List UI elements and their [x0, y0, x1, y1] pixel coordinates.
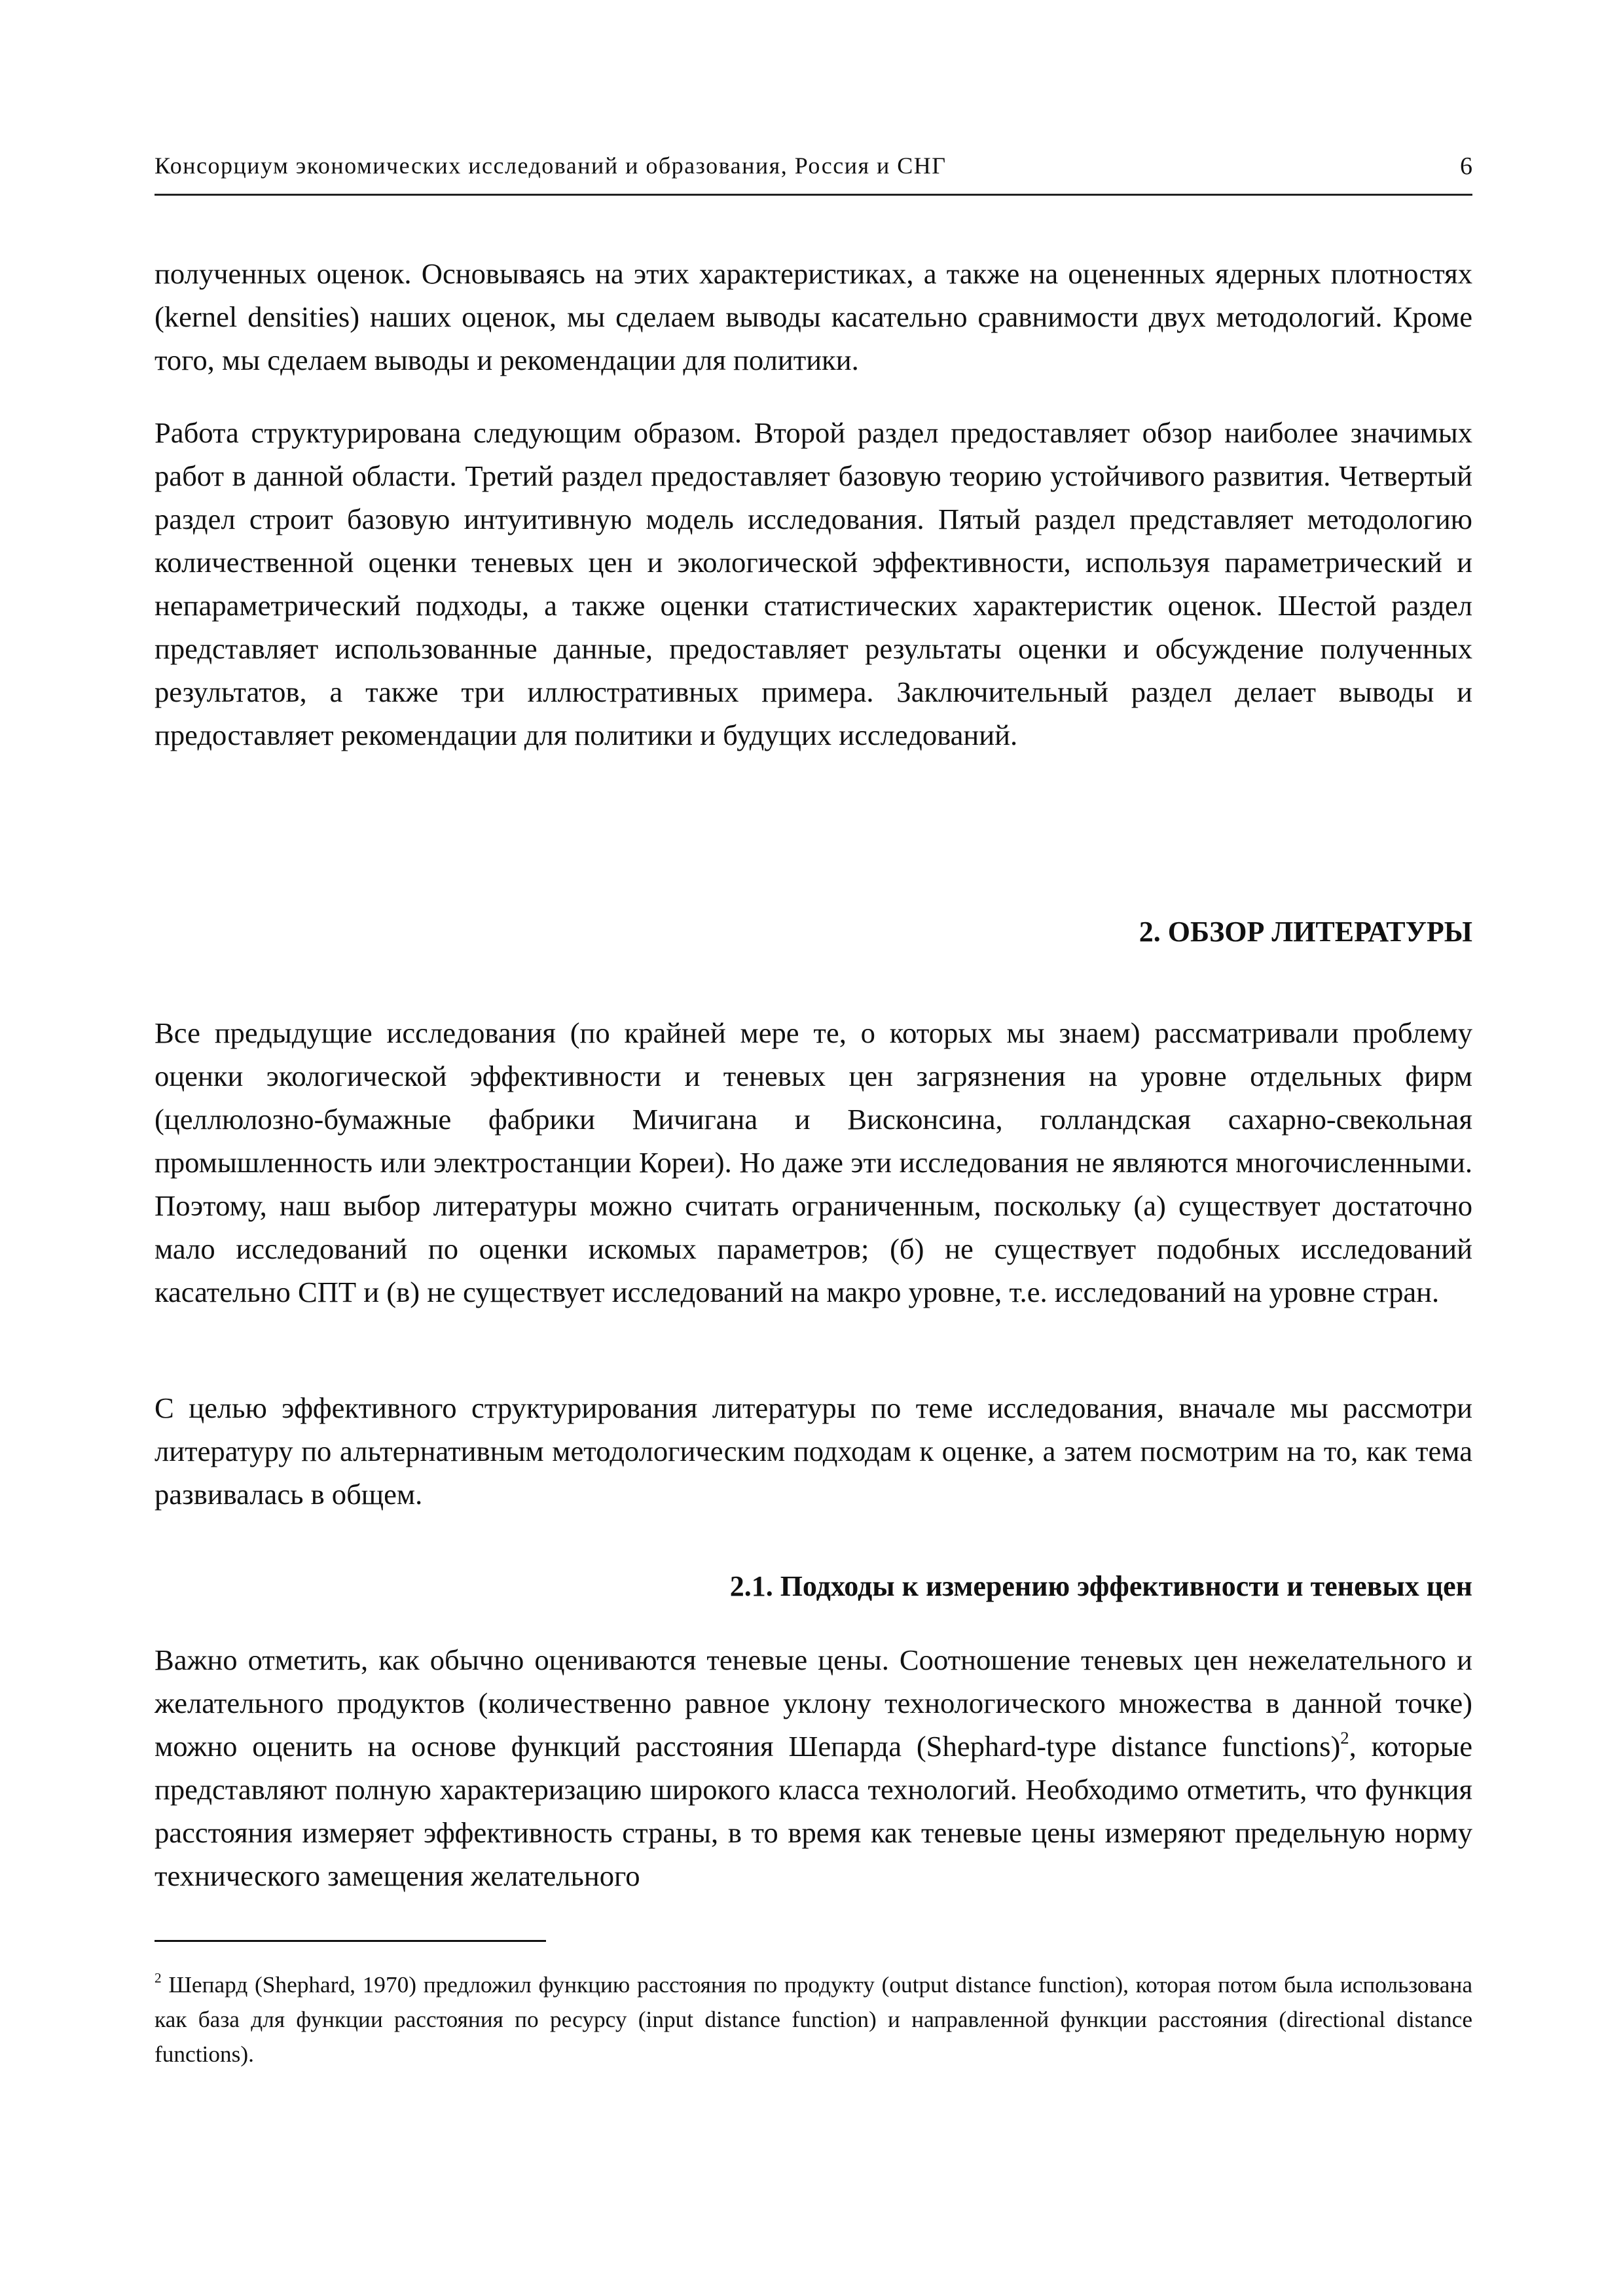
paragraph-3-text: Все предыдущие исследования (по крайней мере те, о которых мы знаем) рассматривали проблему оценки экологической эффективности и теневых цен загрязнения на уровне отдельных фирм (целлюлозно-бумажные фабрики Мичигана и Висконсина, голландская сахарно-свекольная промышленность или электростанции Кореи). Но даже эти исследования не являются многочисленными. Поэтому, наш выбор литературы можно считать ограниченным, поскольку (а) существует достаточно мало исследований по оценки искомых параметров; (б) не существует подобных исследований касательно СПТ и (в) не существует исследований на макро уровне, т.е. исследований на уровне стран.	[155, 1016, 1472, 1308]
footnote-separator	[155, 1940, 546, 1942]
subsection-heading-2-1: 2.1. Подходы к измерению эффективности и теневых цен	[729, 1570, 1472, 1602]
paragraph-2-text: Работа структурирована следующим образом. Второй раздел предоставляет обзор наиболее значимых работ в данной области. Третий раздел предоставляет базовую теорию устойчивого развития. Четвертый раздел строит базовую интуитивную модель исследования. Пятый раздел представляет методологию количественной оценки теневых цен и экологической эффективности, используя параметрический и непараметрический подходы, а также оценки статистических характеристик оценок. Шестой раздел представляет использованные данные, предоставляет результаты оценки и обсуждение полученных результатов, а также три иллюстративных примера. Заключительный раздел делает выводы и предоставляет рекомендации для политики и будущих исследований.	[155, 416, 1472, 751]
paragraph-4-text: С целью эффективного структурирования литературы по теме исследования, вначале мы рассмотри литературу по альтернативным методологическим подходам к оценке, а затем посмотрим на то, как тема развивалась в общем.	[155, 1391, 1472, 1511]
paragraph-4	[155, 1386, 1472, 1516]
paragraph-5	[155, 1638, 1472, 1897]
header-divider	[155, 194, 1472, 196]
footnote-body: Шепард (Shephard, 1970) предложил функцию расстояния по продукту (output distance function), которая потом была использована как база для функции расстояния по ресурсу (input distance function) и направленной функции расстояния (directional distance functions).	[155, 1972, 1472, 2067]
page-number: 6	[1460, 152, 1472, 180]
footnote	[155, 1967, 1472, 2072]
footnote-text	[155, 1967, 1472, 2072]
paragraph-2	[155, 411, 1472, 757]
paragraph-5-text	[155, 1638, 1472, 1897]
footnote-reference: 2	[1340, 1728, 1349, 1748]
section-heading-2: 2. ОБЗОР ЛИТЕРАТУРЫ	[1139, 916, 1472, 948]
paragraph-1-text: полученных оценок. Основываясь на этих характеристиках, а также на оцененных ядерных плотностях (kernel densities) наших оценок, мы сделаем выводы касательно сравнимости двух методологий. Кроме того, мы сделаем выводы и рекомендации для политики.	[155, 257, 1472, 376]
footnote-marker: 2	[155, 1970, 162, 1986]
paragraph-5-part-2: , которые представляют полную характеризацию широкого класса технологий. Необходимо отметить, что функция расстояния измеряет эффективность страны, в то время как теневые цены измеряют предельную норму технического замещения желательного	[155, 1730, 1472, 1892]
header-title: Консорциум экономических исследований и образования, Россия и СНГ	[155, 152, 947, 179]
running-header	[155, 152, 1472, 191]
paragraph-1	[155, 252, 1472, 382]
paragraph-3	[155, 1011, 1472, 1314]
paragraph-5-part-1: Важно отметить, как обычно оцениваются теневые цены. Соотношение теневых цен нежелательного и желательного продуктов (количественно равное уклону технологического множества в данной точке) можно оценить на основе функций расстояния Шепарда (Shephard-type distance functions)	[155, 1643, 1472, 1763]
